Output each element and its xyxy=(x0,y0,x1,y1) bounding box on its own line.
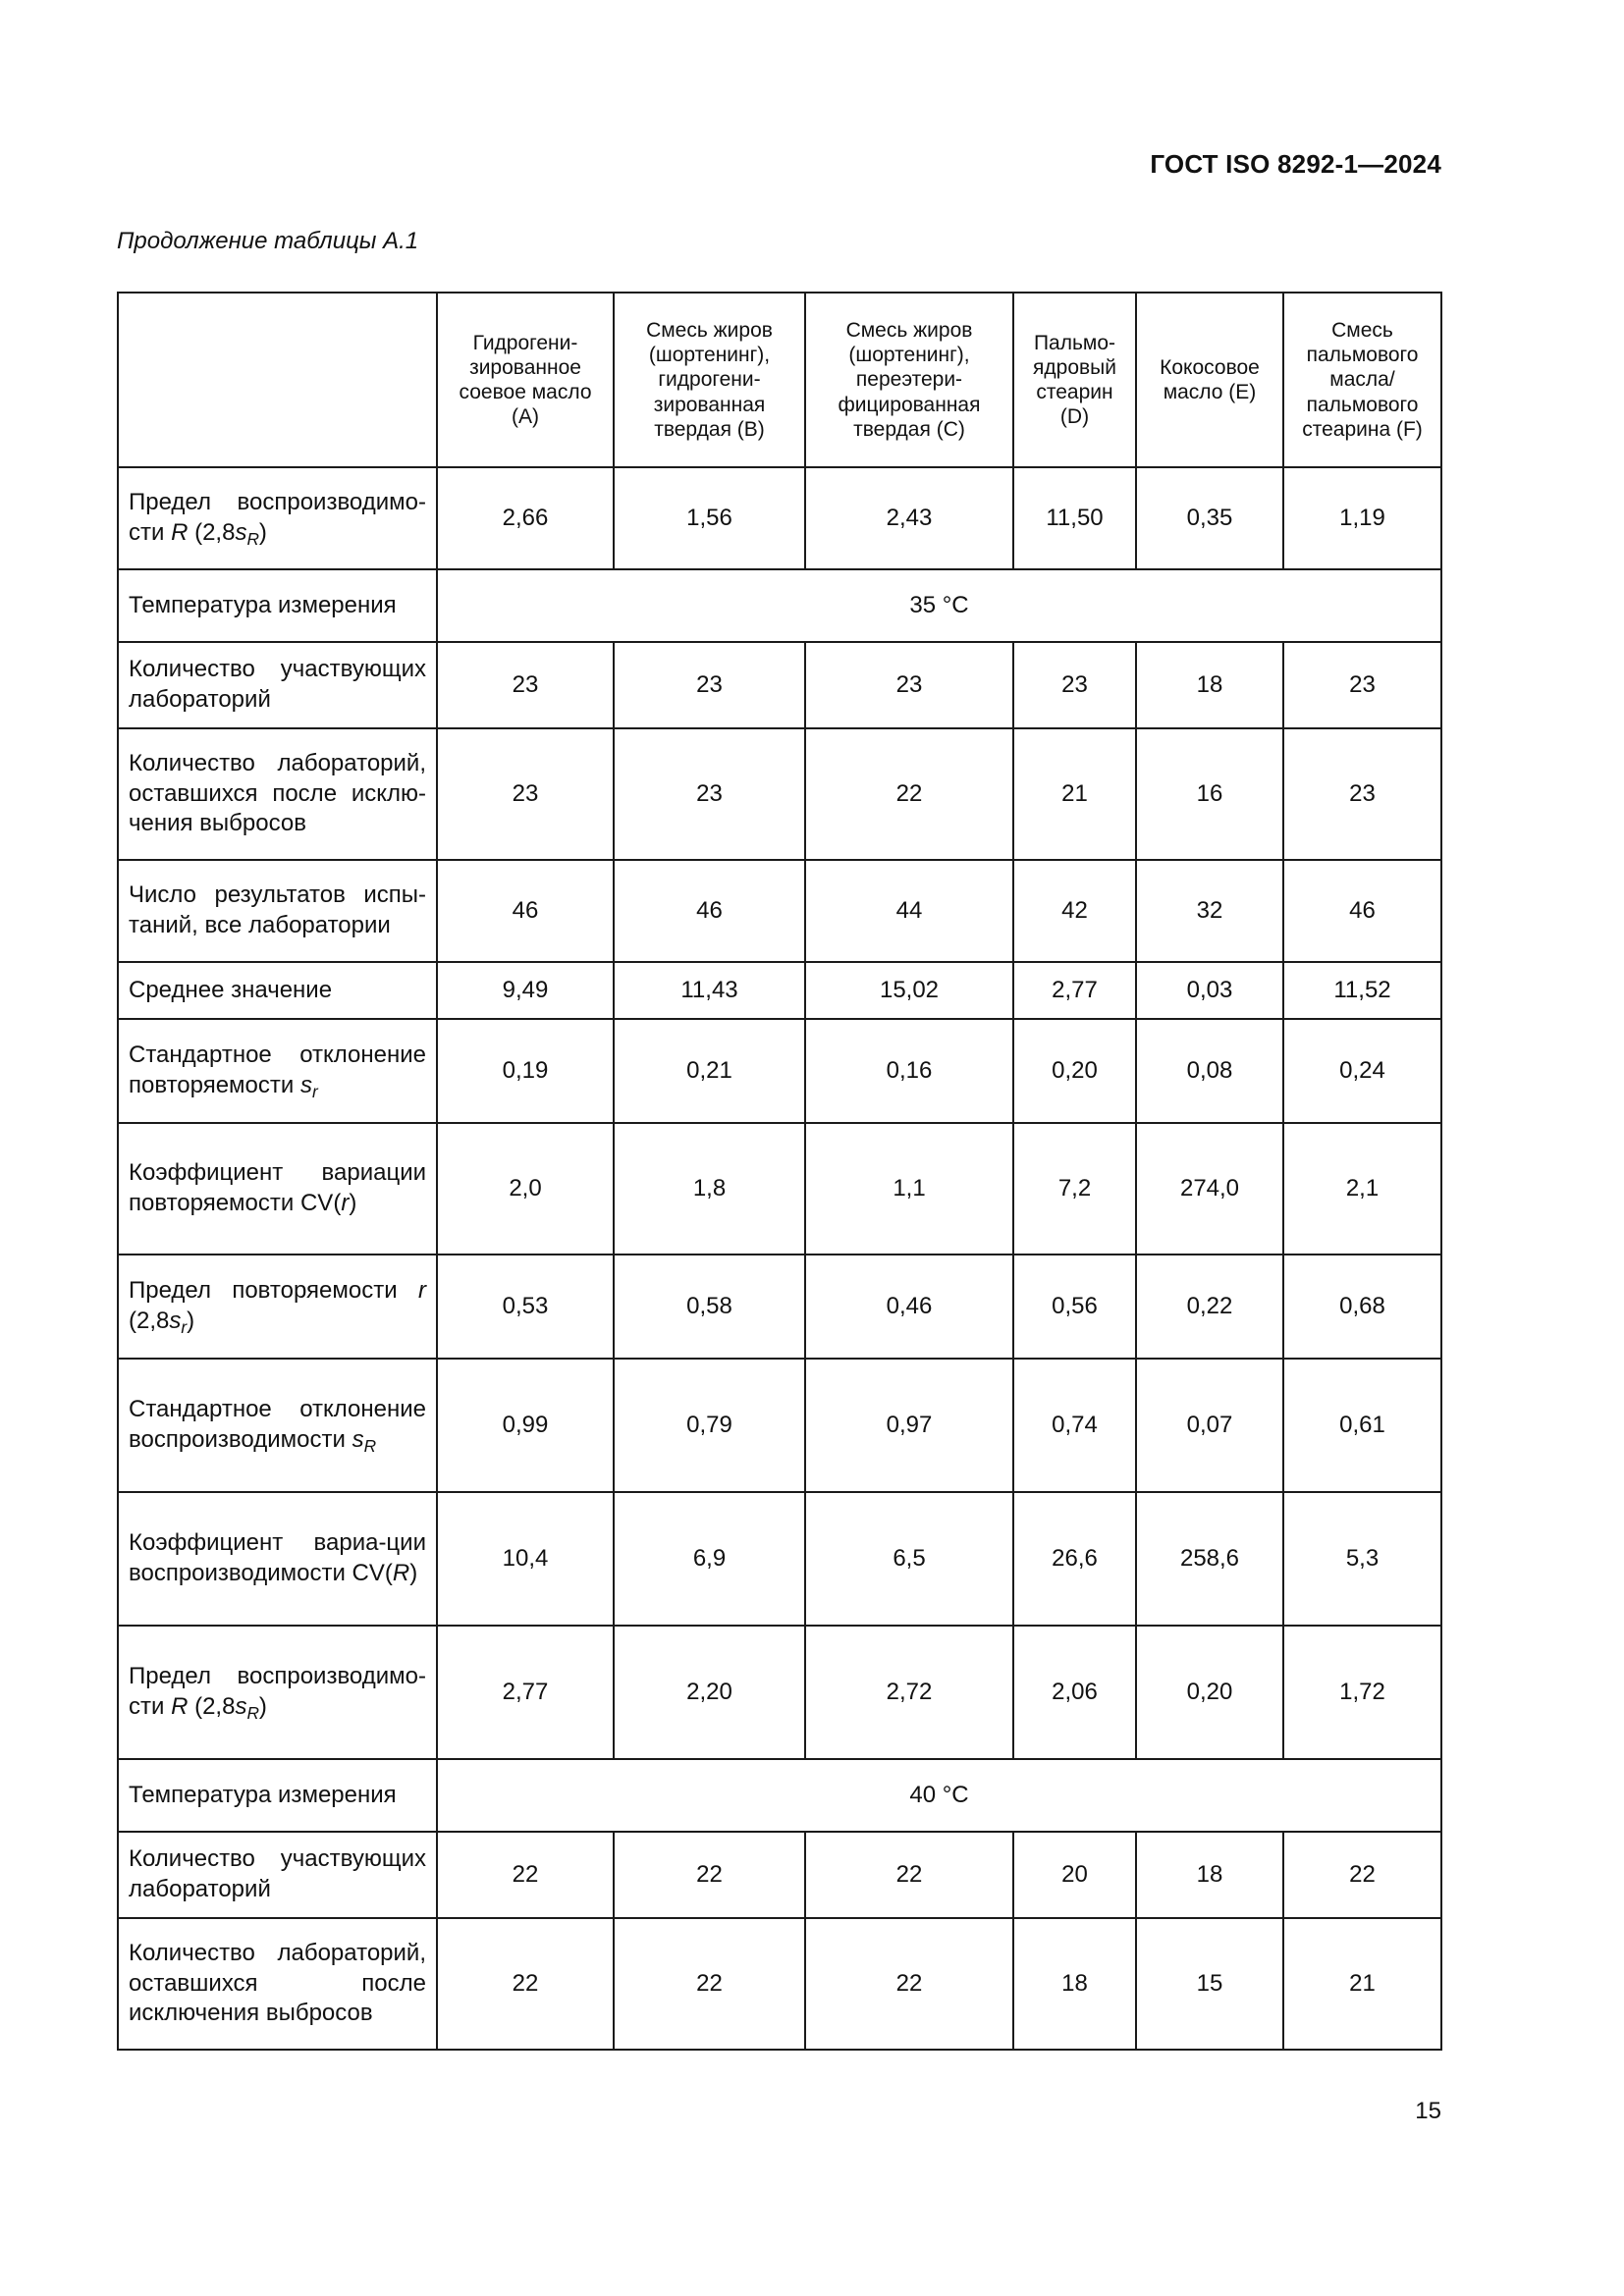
table-cell: 21 xyxy=(1013,728,1136,860)
table-cell: 22 xyxy=(805,728,1013,860)
table-cell: 1,56 xyxy=(614,467,805,569)
table-cell: 0,35 xyxy=(1136,467,1283,569)
table-cell: 1,1 xyxy=(805,1123,1013,1255)
table-cell: 1,19 xyxy=(1283,467,1441,569)
table-cell: 23 xyxy=(1283,642,1441,728)
row-label: Предел воспроизводимо-сти R $(2,8s_R)$ xyxy=(118,1626,437,1759)
table-cell: 0,68 xyxy=(1283,1255,1441,1359)
table-cell: 0,21 xyxy=(614,1019,805,1123)
document-code: ГОСТ ISO 8292-1—2024 xyxy=(1150,149,1441,179)
page-number: 15 xyxy=(1415,2098,1441,2124)
table-cell: 0,53 xyxy=(437,1255,614,1359)
table-cell: 44 xyxy=(805,860,1013,962)
table-cell: 26,6 xyxy=(1013,1492,1136,1626)
table-continuation-caption: Продолжение таблицы А.1 xyxy=(117,228,419,254)
row-label: Число результатов испы-таний, все лаборатории xyxy=(118,860,437,962)
table-cell: 16 xyxy=(1136,728,1283,860)
table-cell: 6,9 xyxy=(614,1492,805,1626)
table-cell: 0,03 xyxy=(1136,962,1283,1019)
table-cell: 23 xyxy=(614,728,805,860)
table-cell: 0,24 xyxy=(1283,1019,1441,1123)
table-section-row xyxy=(118,569,1441,642)
table-cell: 2,66 xyxy=(437,467,614,569)
table-cell: 0,61 xyxy=(1283,1359,1441,1492)
table-cell: 22 xyxy=(437,1832,614,1918)
table-cell: 18 xyxy=(1136,642,1283,728)
column-header: Кокосовое масло (Е) xyxy=(1136,293,1283,467)
table-cell: 22 xyxy=(437,1918,614,2050)
measurement-temperature: 35 °C xyxy=(437,569,1441,642)
row-label: Предел воспроизводимо-сти R $(2,8s_R)$ xyxy=(118,467,437,569)
table-cell: 0,20 xyxy=(1136,1626,1283,1759)
table-cell: 0,46 xyxy=(805,1255,1013,1359)
table-cell: 0,79 xyxy=(614,1359,805,1492)
table-cell: 2,1 xyxy=(1283,1123,1441,1255)
row-label: Коэффициент вариа-ции воспроизводимости CV(R) xyxy=(118,1492,437,1626)
table-cell: 15 xyxy=(1136,1918,1283,2050)
table-cell: 23 xyxy=(437,642,614,728)
table-cell: 23 xyxy=(614,642,805,728)
column-header: Гидрогени-зированное соевое масло (А) xyxy=(437,293,614,467)
table-cell: 9,49 xyxy=(437,962,614,1019)
table-cell: 0,19 xyxy=(437,1019,614,1123)
table-cell: 18 xyxy=(1013,1918,1136,2050)
table-cell: 23 xyxy=(1283,728,1441,860)
table-cell: 1,72 xyxy=(1283,1626,1441,1759)
table-cell: 22 xyxy=(805,1832,1013,1918)
row-label: Предел повторяемости r $(2,8s_r)$ xyxy=(118,1255,437,1359)
table-cell: 0,99 xyxy=(437,1359,614,1492)
table-cell: 258,6 xyxy=(1136,1492,1283,1626)
table-cell: 23 xyxy=(1013,642,1136,728)
column-header: Смесь жиров (шортенинг), переэтери-фицированная твердая (С) xyxy=(805,293,1013,467)
table-cell: 5,3 xyxy=(1283,1492,1441,1626)
column-header xyxy=(118,293,437,467)
table-cell: 1,8 xyxy=(614,1123,805,1255)
table-row xyxy=(118,728,1441,860)
table-cell: 23 xyxy=(805,642,1013,728)
table-cell: 22 xyxy=(614,1832,805,1918)
table-cell: 0,07 xyxy=(1136,1359,1283,1492)
column-header: Смесь пальмового масла/ пальмового стеарина (F) xyxy=(1283,293,1441,467)
table-cell: 22 xyxy=(614,1918,805,2050)
table-row xyxy=(118,1492,1441,1626)
table-cell: 2,77 xyxy=(1013,962,1136,1019)
table-row xyxy=(118,1123,1441,1255)
table-row xyxy=(118,1359,1441,1492)
table-cell: 32 xyxy=(1136,860,1283,962)
row-label: Количество участвующих лабораторий xyxy=(118,1832,437,1918)
table-cell: 42 xyxy=(1013,860,1136,962)
table-cell: 0,16 xyxy=(805,1019,1013,1123)
row-label: Стандартное отклонение повторяемости $s_r$ xyxy=(118,1019,437,1123)
table-cell: 7,2 xyxy=(1013,1123,1136,1255)
table-cell: 0,97 xyxy=(805,1359,1013,1492)
table-cell: 23 xyxy=(437,728,614,860)
table-cell: 20 xyxy=(1013,1832,1136,1918)
table-cell: 2,72 xyxy=(805,1626,1013,1759)
table-cell: 10,4 xyxy=(437,1492,614,1626)
table-cell: 0,22 xyxy=(1136,1255,1283,1359)
table-cell: 22 xyxy=(1283,1832,1441,1918)
table-row xyxy=(118,1255,1441,1359)
table-cell: 11,43 xyxy=(614,962,805,1019)
table-cell: 2,20 xyxy=(614,1626,805,1759)
row-label: Количество участвующих лабораторий xyxy=(118,642,437,728)
table-row xyxy=(118,1626,1441,1759)
table-cell: 0,56 xyxy=(1013,1255,1136,1359)
table-row xyxy=(118,962,1441,1019)
table-cell: 0,08 xyxy=(1136,1019,1283,1123)
table-cell: 0,20 xyxy=(1013,1019,1136,1123)
table-cell: 0,58 xyxy=(614,1255,805,1359)
table-cell: 18 xyxy=(1136,1832,1283,1918)
row-label: Количество лабораторий, оставшихся после исклю-чения выбросов xyxy=(118,728,437,860)
table-cell: 2,43 xyxy=(805,467,1013,569)
table-cell: 15,02 xyxy=(805,962,1013,1019)
data-table xyxy=(117,292,1442,2051)
row-label: Температура измерения xyxy=(118,569,437,642)
table-cell: 274,0 xyxy=(1136,1123,1283,1255)
table-cell: 22 xyxy=(805,1918,1013,2050)
row-label: Количество лабораторий, оставшихся после исключения выбросов xyxy=(118,1918,437,2050)
table-row xyxy=(118,1019,1441,1123)
table-cell: 11,50 xyxy=(1013,467,1136,569)
row-label: Среднее значение xyxy=(118,962,437,1019)
table-cell: 2,0 xyxy=(437,1123,614,1255)
table-row xyxy=(118,1918,1441,2050)
table-row xyxy=(118,1832,1441,1918)
row-label: Температура измерения xyxy=(118,1759,437,1832)
table-cell: 46 xyxy=(614,860,805,962)
table-cell: 21 xyxy=(1283,1918,1441,2050)
column-header: Смесь жиров (шортенинг), гидрогени-зированная твердая (В) xyxy=(614,293,805,467)
table-cell: 2,77 xyxy=(437,1626,614,1759)
table-header-row xyxy=(118,293,1441,467)
table-section-row xyxy=(118,1759,1441,1832)
table-cell: 0,74 xyxy=(1013,1359,1136,1492)
measurement-temperature: 40 °C xyxy=(437,1759,1441,1832)
table-cell: 11,52 xyxy=(1283,962,1441,1019)
table-row xyxy=(118,467,1441,569)
table-cell: 2,06 xyxy=(1013,1626,1136,1759)
table-cell: 6,5 xyxy=(805,1492,1013,1626)
row-label: Стандартное отклонение воспроизводимости $s_R$ xyxy=(118,1359,437,1492)
table-row xyxy=(118,642,1441,728)
table-cell: 46 xyxy=(1283,860,1441,962)
row-label: Коэффициент вариации повторяемости CV(r) xyxy=(118,1123,437,1255)
table-body xyxy=(118,467,1441,2050)
table-cell: 46 xyxy=(437,860,614,962)
column-header: Пальмо-ядровый стеарин (D) xyxy=(1013,293,1136,467)
table-row xyxy=(118,860,1441,962)
